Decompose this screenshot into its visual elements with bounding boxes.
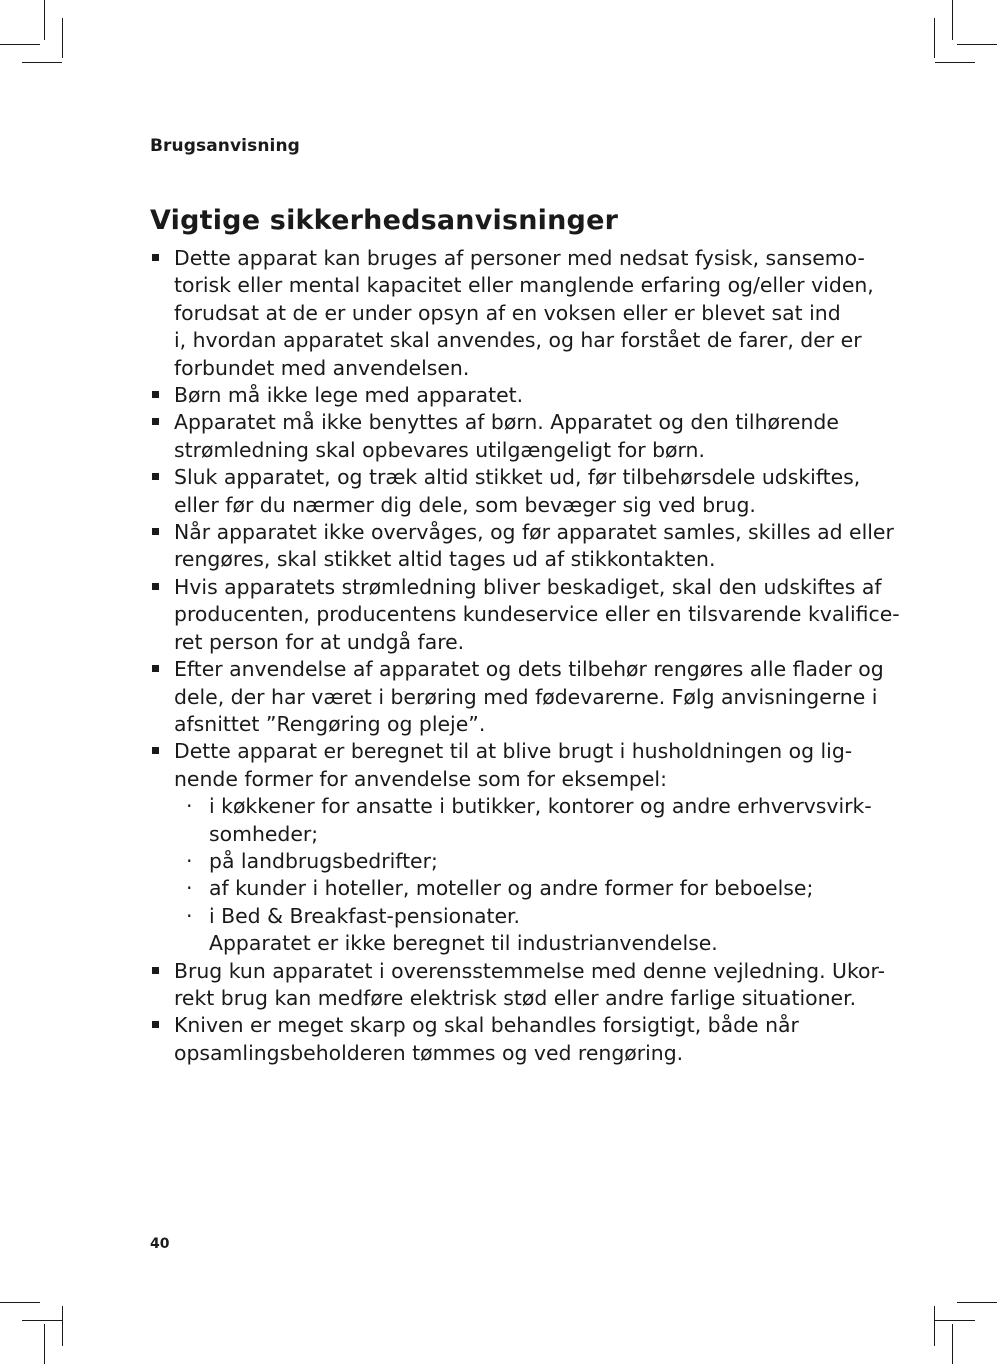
sub-list-item: [174, 903, 890, 958]
dot-bullet-icon: ·: [186, 903, 193, 928]
crop-mark: [62, 18, 63, 58]
sub-list-item: [174, 848, 890, 875]
crop-mark: [957, 1302, 997, 1303]
sub-list-item: [174, 875, 890, 902]
list-item-text: Brug kun apparatet i overensstemmelse med denne vejledning. Ukor-: [174, 958, 885, 983]
square-bullet-icon: [152, 1021, 159, 1028]
crop-mark: [44, 1324, 45, 1364]
dot-bullet-icon: ·: [186, 794, 193, 819]
list-item-text: opsamlingsbeholderen tømmes og ved rengøring.: [174, 1040, 684, 1065]
list-item-text: dele, der har været i berøring med fødevarerne. Følg anvisningerne i: [174, 684, 878, 709]
crop-mark: [0, 44, 40, 45]
list-item-text: i, hvordan apparatet skal anvendes, og har forstået de farer, der er: [174, 328, 862, 353]
list-item: [150, 574, 900, 656]
crop-mark: [22, 1320, 62, 1321]
sub-list-item: [174, 793, 890, 848]
square-bullet-icon: [152, 747, 159, 754]
sub-list-item-text: af kunder i hoteller, moteller og andre former for beboelse;: [209, 876, 814, 901]
list-item: [150, 958, 890, 1013]
list-item-text: Hvis apparatets strømledning bliver beskadiget, skal den udskiftes af: [174, 574, 882, 599]
square-bullet-icon: [152, 254, 159, 261]
crop-mark: [957, 44, 997, 45]
page-title: Vigtige sikkerhedsanvisninger: [150, 205, 619, 236]
crop-mark: [0, 1302, 40, 1303]
dot-bullet-icon: ·: [186, 876, 193, 901]
page-number: 40: [150, 1236, 170, 1252]
list-item-text: Dette apparat er beregnet til at blive brugt i husholdningen og lig-: [174, 739, 853, 764]
crop-mark: [952, 0, 953, 40]
sub-list-item-text: somheder;: [209, 821, 319, 846]
crop-mark: [44, 0, 45, 40]
list-item-text: ret person for at undgå fare.: [174, 629, 465, 654]
sub-list-item-text: Apparatet er ikke beregnet til industrianvendelse.: [209, 931, 718, 956]
list-item: [150, 738, 890, 957]
crop-mark: [935, 62, 975, 63]
crop-mark: [935, 1320, 975, 1321]
dot-bullet-icon: ·: [186, 848, 193, 873]
list-item-text: Når apparatet ikke overvåges, og før apparatet samles, skilles ad eller: [174, 520, 894, 545]
list-item: [150, 656, 890, 738]
square-bullet-icon: [152, 665, 159, 672]
sub-list-item-text: i køkkener for ansatte i butikker, kontorer og andre erhvervsvirk-: [209, 794, 872, 819]
list-item: [150, 409, 890, 464]
list-item: [150, 245, 890, 382]
crop-mark: [62, 1306, 63, 1346]
list-item-text: Sluk apparatet, og træk altid stikket ud, før tilbehørsdele udskiftes,: [174, 465, 861, 490]
crop-mark: [934, 18, 935, 58]
square-bullet-icon: [152, 528, 159, 535]
list-item-text: Dette apparat kan bruges af personer med nedsat fysisk, sansemo-: [174, 246, 865, 270]
crop-mark: [934, 1306, 935, 1346]
list-item-text: eller før du nærmer dig dele, som bevæger sig ved brug.: [174, 492, 756, 517]
square-bullet-icon: [152, 391, 159, 398]
list-item-text: nende former for anvendelse som for eksempel:: [174, 766, 667, 791]
list-item: [150, 519, 894, 574]
section-label: Brugsanvisning: [150, 136, 300, 156]
list-item-text: strømledning skal opbevares utilgængeligt for børn.: [174, 437, 705, 462]
list-item-text: forbundet med anvendelsen.: [174, 355, 470, 380]
list-item-text: Apparatet må ikke benyttes af børn. Apparatet og den tilhørende: [174, 410, 839, 435]
list-item: [150, 1012, 890, 1067]
square-bullet-icon: [152, 967, 159, 974]
crop-mark: [952, 1324, 953, 1364]
list-item: [150, 382, 890, 409]
square-bullet-icon: [152, 473, 159, 480]
sub-list: [174, 793, 890, 957]
safety-instructions-list: [150, 245, 900, 1067]
list-item: [150, 464, 890, 519]
list-item-text: torisk eller mental kapacitet eller manglende erfaring og/eller viden,: [174, 273, 874, 298]
list-item-text: producenten, producentens kundeservice eller en tilsvarende kvalifice-: [174, 602, 900, 627]
crop-mark: [22, 62, 62, 63]
sub-list-item-text: på landbrugsbedrifter;: [209, 848, 438, 873]
list-item-text: rengøres, skal stikket altid tages ud af stikkontakten.: [174, 547, 716, 572]
list-item-text: afsnittet ”Rengøring og pleje”.: [174, 711, 486, 736]
list-item-text: Kniven er meget skarp og skal behandles forsigtigt, både når: [174, 1013, 799, 1038]
list-item-text: rekt brug kan medføre elektrisk stød eller andre farlige situationer.: [174, 985, 857, 1010]
list-item-text: forudsat at de er under opsyn af en voksen eller er blevet sat ind: [174, 300, 841, 325]
list-item-text: Børn må ikke lege med apparatet.: [174, 383, 524, 408]
square-bullet-icon: [152, 583, 159, 590]
square-bullet-icon: [152, 418, 159, 425]
sub-list-item-text: i Bed & Breakfast-pensionater.: [209, 903, 521, 928]
list-item-text: Efter anvendelse af apparatet og dets tilbehør rengøres alle flader og: [174, 657, 884, 682]
